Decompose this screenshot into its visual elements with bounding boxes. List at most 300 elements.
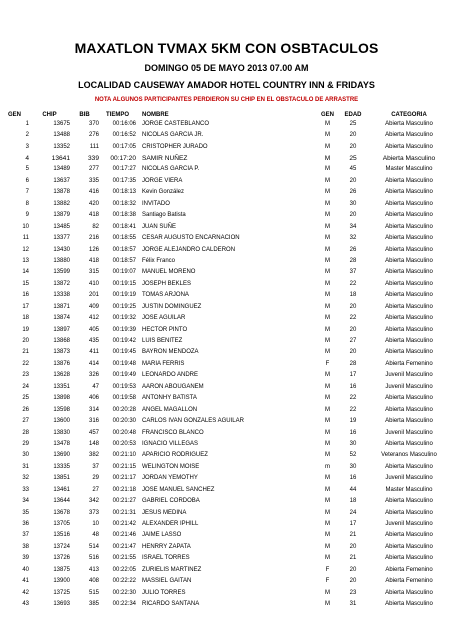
cell-age: 20 [349,177,357,184]
cell-time: 00:16:52 [112,132,136,139]
cell-position: 38 [22,543,29,550]
cell-bib: 435 [88,338,99,345]
table-row [0,267,453,278]
cell-time: 00:19:49 [112,372,136,379]
cell-chip: 13872 [53,280,70,287]
cell-chip: 13478 [53,440,70,447]
cell-age: 24 [349,509,357,516]
cell-chip: 13335 [53,463,70,470]
cell-position: 2 [25,132,29,139]
cell-bib: 418 [88,212,99,219]
cell-category: Abierta Masculino [385,200,433,207]
cell-category: Abierta Masculino [385,315,433,322]
cell-bib: 412 [88,315,99,322]
cell-position: 28 [22,429,29,436]
cell-position: 23 [22,372,29,379]
cell-age: 52 [349,452,357,459]
cell-gender: M [325,326,330,333]
cell-bib: 201 [88,292,99,299]
cell-category: Master Masculino [385,486,433,493]
cell-bib: 47 [92,383,99,390]
cell-position: 19 [22,326,29,333]
cell-gender: M [325,521,330,528]
table-row [0,290,453,301]
table-row [0,164,453,175]
cell-position: 12 [22,246,29,253]
cell-gender: M [325,440,330,447]
cell-name: JORGE ALEJANDRO CALDERON [142,246,236,253]
table-row [0,347,453,358]
cell-time: 00:18:13 [112,189,136,196]
cell-gender: M [325,246,330,253]
cell-time: 00:21:47 [112,543,136,550]
cell-gender: M [325,338,330,345]
cell-bib: 27 [92,486,99,493]
cell-time: 00:19:48 [112,360,136,367]
cell-category: Abierta Masculino [385,303,433,310]
cell-chip: 13851 [53,475,70,482]
col-header-categoria: CATEGORIA [391,112,427,118]
cell-gender: M [325,280,330,287]
cell-chip: 13873 [53,349,70,356]
cell-bib: 29 [92,475,99,482]
cell-name: JOSE AGUILAR [142,315,186,322]
cell-bib: 314 [88,406,99,413]
cell-name: JORDAN YEMOTHY [142,475,198,482]
table-row [0,312,453,323]
cell-age: 20 [349,578,357,585]
cell-position: 42 [22,589,29,596]
cell-age: 34 [349,223,357,230]
cell-gender: M [325,212,330,219]
cell-time: 00:20:28 [112,406,136,413]
cell-age: 18 [349,292,357,299]
table-row [0,175,453,186]
cell-chip: 13868 [53,338,70,345]
cell-gender: M [325,200,330,207]
cell-bib: 326 [88,372,99,379]
cell-name: MANUEL MORENO [142,269,196,276]
cell-name: LEONARDO ANDRE [142,372,199,379]
cell-bib: 413 [88,566,99,573]
cell-category: Abierta Masculino [385,235,433,242]
col-header-tiempo: TIEMPO [105,112,129,118]
cell-age: 17 [349,521,357,528]
cell-time: 00:20:48 [112,429,136,436]
cell-category: Juvenil Masculino [385,521,433,528]
cell-bib: 370 [88,120,99,127]
cell-age: 20 [349,303,357,310]
cell-category: Abierta Masculino [385,280,433,287]
cell-time: 00:19:53 [112,383,136,390]
cell-name: JUSTIN DOMINGUEZ [142,303,202,310]
cell-time: 00:19:39 [112,326,136,333]
cell-chip: 13897 [53,326,70,333]
cell-gender: M [325,349,330,356]
cell-position: 29 [22,440,29,447]
cell-gender: M [325,223,330,230]
cell-category: Abierta Masculino [385,601,433,608]
cell-bib: 216 [88,235,99,242]
cell-bib: 385 [88,601,99,608]
cell-chip: 13871 [53,303,70,310]
cell-chip: 13898 [53,395,70,402]
cell-category: Abierta Masculino [385,223,433,230]
cell-category: Abierta Masculino [385,292,433,299]
table-row [0,198,453,209]
cell-age: 18 [349,498,357,505]
cell-age: 22 [349,395,357,402]
cell-name: MASSIEL GAITAN [142,578,192,585]
table-row [0,473,453,484]
cell-time: 00:19:07 [112,269,136,276]
cell-chip: 13878 [53,189,70,196]
cell-time: 00:19:25 [112,303,136,310]
cell-position: 11 [22,235,29,242]
cell-category: Abierta Femenino [385,566,433,573]
col-header-nombre: NOMBRE [142,112,169,118]
cell-gender: M [325,601,330,608]
cell-chip: 13900 [53,578,70,585]
cell-name: AARON ABOUGANEM [142,383,204,390]
cell-bib: 420 [88,200,99,207]
table-row [0,324,453,335]
table-row [0,415,453,426]
cell-position: 10 [22,223,29,230]
cell-name: CARLOS IVAN GONZALES AGUILAR [142,418,244,425]
cell-age: 30 [349,200,357,207]
cell-chip: 13599 [53,269,70,276]
cell-chip: 13489 [53,166,70,173]
cell-time: 00:21:42 [112,521,136,528]
cell-category: Abierta Femenino [385,578,433,585]
cell-bib: 373 [88,509,99,516]
col-header-gen: GEN [7,112,21,118]
cell-time: 00:18:57 [112,246,136,253]
cell-category: Abierta Masculino [385,189,433,196]
cell-name: ANTONHY BATISTA [142,395,197,402]
table-row [0,118,453,129]
cell-chip: 13600 [53,418,70,425]
cell-chip: 13598 [53,406,70,413]
table-row [0,484,453,495]
cell-category: Abierta Masculino [385,532,433,539]
cell-category: Abierta Masculino [385,143,433,150]
cell-age: 21 [349,532,357,539]
cell-name: JUAN SUÑE [142,223,177,230]
cell-category: Abierta Masculino [385,509,433,516]
cell-position: 13 [22,257,29,264]
cell-position: 31 [22,463,29,470]
cell-category: Juvenil Masculino [385,429,433,436]
cell-name: INVITADO [142,200,170,207]
cell-chip: 13430 [53,246,70,253]
cell-time: 00:19:19 [112,292,136,299]
cell-chip: 13644 [53,498,70,505]
cell-gender: M [325,177,330,184]
table-row [0,438,453,449]
cell-gender: M [325,452,330,459]
cell-bib: 409 [88,303,99,310]
cell-chip: 13352 [53,143,70,150]
cell-position: 32 [22,475,29,482]
table-row [0,518,453,529]
cell-position: 33 [22,486,29,493]
race-venue: LOCALIDAD CAUSEWAY AMADOR HOTEL COUNTRY INN & FRIDAYS [78,80,375,90]
cell-age: 30 [349,463,357,470]
cell-chip: 13830 [53,429,70,436]
cell-chip: 13882 [53,200,70,207]
cell-category: Abierta Masculino [385,498,433,505]
cell-name: JESUS MEDINA [142,509,187,516]
cell-age: 25 [349,154,357,162]
cell-time: 00:19:45 [112,349,136,356]
cell-position: 43 [22,601,29,608]
cell-age: 20 [349,212,357,219]
cell-time: 00:21:10 [112,452,136,459]
cell-gender: m [325,463,330,470]
results-body [0,118,453,610]
table-row [0,587,453,598]
table-row [0,461,453,472]
cell-category: Abierta Masculino [385,177,433,184]
cell-age: 26 [349,189,357,196]
cell-gender: M [325,383,330,390]
cell-gender: M [325,120,330,127]
cell-gender: M [325,543,330,550]
table-row [0,598,453,609]
cell-time: 00:17:20 [110,154,136,162]
cell-gender: M [325,555,330,562]
cell-position: 30 [22,452,29,459]
cell-age: 45 [349,166,357,173]
cell-gender: F [325,360,330,367]
cell-name: NICOLAS GARCIA JR. [142,132,204,139]
cell-chip: 13705 [53,521,70,528]
cell-chip: 13690 [53,452,70,459]
cell-category: Abierta Masculino [385,440,433,447]
cell-category: Abierta Masculino [385,463,433,470]
cell-position: 20 [22,338,29,345]
cell-chip: 13875 [53,566,70,573]
cell-category: Abierta Masculino [385,555,433,562]
cell-position: 18 [22,315,29,322]
cell-name: HECTOR PINTO [142,326,188,333]
cell-category: Abierta Masculino [385,543,433,550]
cell-age: 20 [349,349,357,356]
cell-name: BAYRON MENDOZA [142,349,199,356]
cell-age: 23 [349,589,357,596]
table-header-row [0,108,453,118]
cell-gender: M [325,589,330,596]
table-row [0,210,453,221]
cell-category: Abierta Masculino [385,212,433,219]
cell-name: LUIS BENITEZ [142,338,183,345]
cell-gender: M [325,292,330,299]
cell-age: 27 [349,338,357,345]
cell-bib: 342 [88,498,99,505]
cell-name: CRISTOPHER JURADO [142,143,208,150]
cell-name: ISRAEL TORRES [142,555,190,562]
cell-age: 25 [349,120,357,127]
cell-time: 00:18:41 [112,223,136,230]
cell-category: Abierta Masculino [385,406,433,413]
cell-chip: 13724 [53,543,70,550]
cell-name: SAMIR NUÑEZ [142,154,188,162]
cell-bib: 339 [87,154,99,162]
cell-time: 00:22:30 [112,589,136,596]
col-header-chip: CHIP [42,112,57,118]
cell-bib: 276 [88,132,99,139]
cell-chip: 13675 [53,120,70,127]
cell-gender: M [324,154,331,162]
col-header-sex: GEN [320,112,334,118]
table-row [0,221,453,232]
cell-age: 32 [349,235,357,242]
table-row [0,301,453,312]
col-header-edad: EDAD [344,112,362,118]
cell-position: 8 [25,200,29,207]
cell-position: 1 [25,120,29,127]
cell-chip: 13879 [53,212,70,219]
cell-category: Juvenil Masculino [385,475,433,482]
cell-time: 00:19:32 [112,315,136,322]
chip-loss-note: NOTA ALGUNOS PARTICIPANTES PERDIERON SU CHIP EN EL OBSTACULO DE ARRASTRE [94,97,359,103]
cell-position: 4 [25,154,29,162]
cell-position: 26 [22,406,29,413]
cell-chip: 13876 [53,360,70,367]
cell-time: 00:19:42 [112,338,136,345]
cell-age: 20 [349,326,357,333]
cell-time: 00:17:27 [112,166,136,173]
cell-age: 26 [349,246,357,253]
table-row [0,335,453,346]
cell-time: 00:21:27 [112,498,136,505]
cell-time: 00:20:30 [112,418,136,425]
cell-name: FRANCISCO BLANCO [142,429,204,436]
cell-name: RICARDO SANTANA [142,601,200,608]
cell-chip: 13678 [53,509,70,516]
cell-category: Abierta Masculino [385,132,433,139]
table-row [0,370,453,381]
cell-time: 00:21:31 [112,509,136,516]
cell-name: Félix Franco [142,257,176,264]
cell-chip: 13637 [53,177,70,184]
cell-name: ANGEL MAGALLON [142,406,198,413]
cell-position: 6 [25,177,29,184]
race-date: DOMINGO 05 DE MAYO 2013 07.00 AM [144,63,309,73]
cell-name: JAIME LASSO [142,532,182,539]
cell-position: 7 [25,189,29,196]
cell-category: Abierta Masculino [385,246,433,253]
cell-name: MARIA FERRIS [142,360,185,367]
cell-gender: M [325,486,330,493]
cell-chip: 13726 [53,555,70,562]
cell-time: 00:21:15 [112,463,136,470]
cell-bib: 82 [92,223,99,230]
table-row [0,232,453,243]
cell-category: Master Masculino [385,166,433,173]
cell-position: 39 [22,555,29,562]
cell-chip: 13693 [53,601,70,608]
cell-gender: M [325,315,330,322]
table-row [0,541,453,552]
cell-position: 41 [22,578,29,585]
cell-name: CESAR AUGUSTO ENCARNACION [142,235,240,242]
cell-time: 00:22:05 [112,566,136,573]
cell-name: ZURIELIS MARTINEZ [142,566,202,573]
cell-category: Abierta Masculino [385,326,433,333]
cell-position: 35 [22,509,29,516]
cell-category: Abierta Masculino [385,395,433,402]
table-row [0,393,453,404]
cell-bib: 418 [88,257,99,264]
cell-name: NICOLAS GARCIA P. [142,166,200,173]
cell-category: Abierta Masculino [385,418,433,425]
cell-bib: 126 [88,246,99,253]
cell-position: 9 [25,212,29,219]
cell-age: 16 [349,429,357,436]
cell-bib: 382 [88,452,99,459]
cell-position: 40 [22,566,29,573]
cell-gender: M [325,429,330,436]
cell-time: 00:19:58 [112,395,136,402]
cell-age: 37 [349,269,357,276]
cell-position: 24 [22,383,29,390]
cell-gender: M [325,257,330,264]
table-row [0,427,453,438]
cell-position: 37 [22,532,29,539]
table-row [0,244,453,255]
cell-time: 00:16:06 [112,120,136,127]
cell-name: JORGE CASTEBLANCO [142,120,210,127]
cell-age: 16 [349,383,357,390]
cell-category: Juvenil Masculino [385,383,433,390]
cell-gender: M [325,498,330,505]
cell-chip: 13461 [53,486,70,493]
cell-position: 22 [22,360,29,367]
table-row [0,507,453,518]
table-row [0,381,453,392]
cell-age: 19 [349,418,357,425]
cell-bib: 411 [89,349,99,356]
cell-time: 00:20:53 [112,440,136,447]
cell-position: 5 [25,166,29,173]
cell-name: Santiago Batista [142,212,186,219]
cell-bib: 516 [88,555,99,562]
cell-bib: 10 [92,521,99,528]
table-row [0,187,453,198]
cell-bib: 416 [88,189,99,196]
race-title: MAXATLON TVMAX 5KM CON OSBTACULOS [74,40,379,56]
cell-gender: M [325,418,330,425]
cell-category: Abierta Masculino [385,269,433,276]
cell-age: 44 [349,486,357,493]
cell-position: 3 [25,143,29,150]
cell-gender: M [325,143,330,150]
cell-gender: M [325,166,330,173]
cell-position: 17 [22,303,29,310]
cell-name: JOSE MANUEL SANCHEZ [142,486,215,493]
cell-bib: 37 [92,463,99,470]
cell-time: 00:18:38 [112,212,136,219]
cell-bib: 111 [89,143,99,150]
cell-time: 00:21:55 [112,555,136,562]
cell-position: 16 [22,292,29,299]
cell-name: GABRIEL CORDOBA [142,498,200,505]
cell-name: APARICIO RODRIGUEZ [142,452,208,459]
cell-name: Kevin González [142,189,185,196]
